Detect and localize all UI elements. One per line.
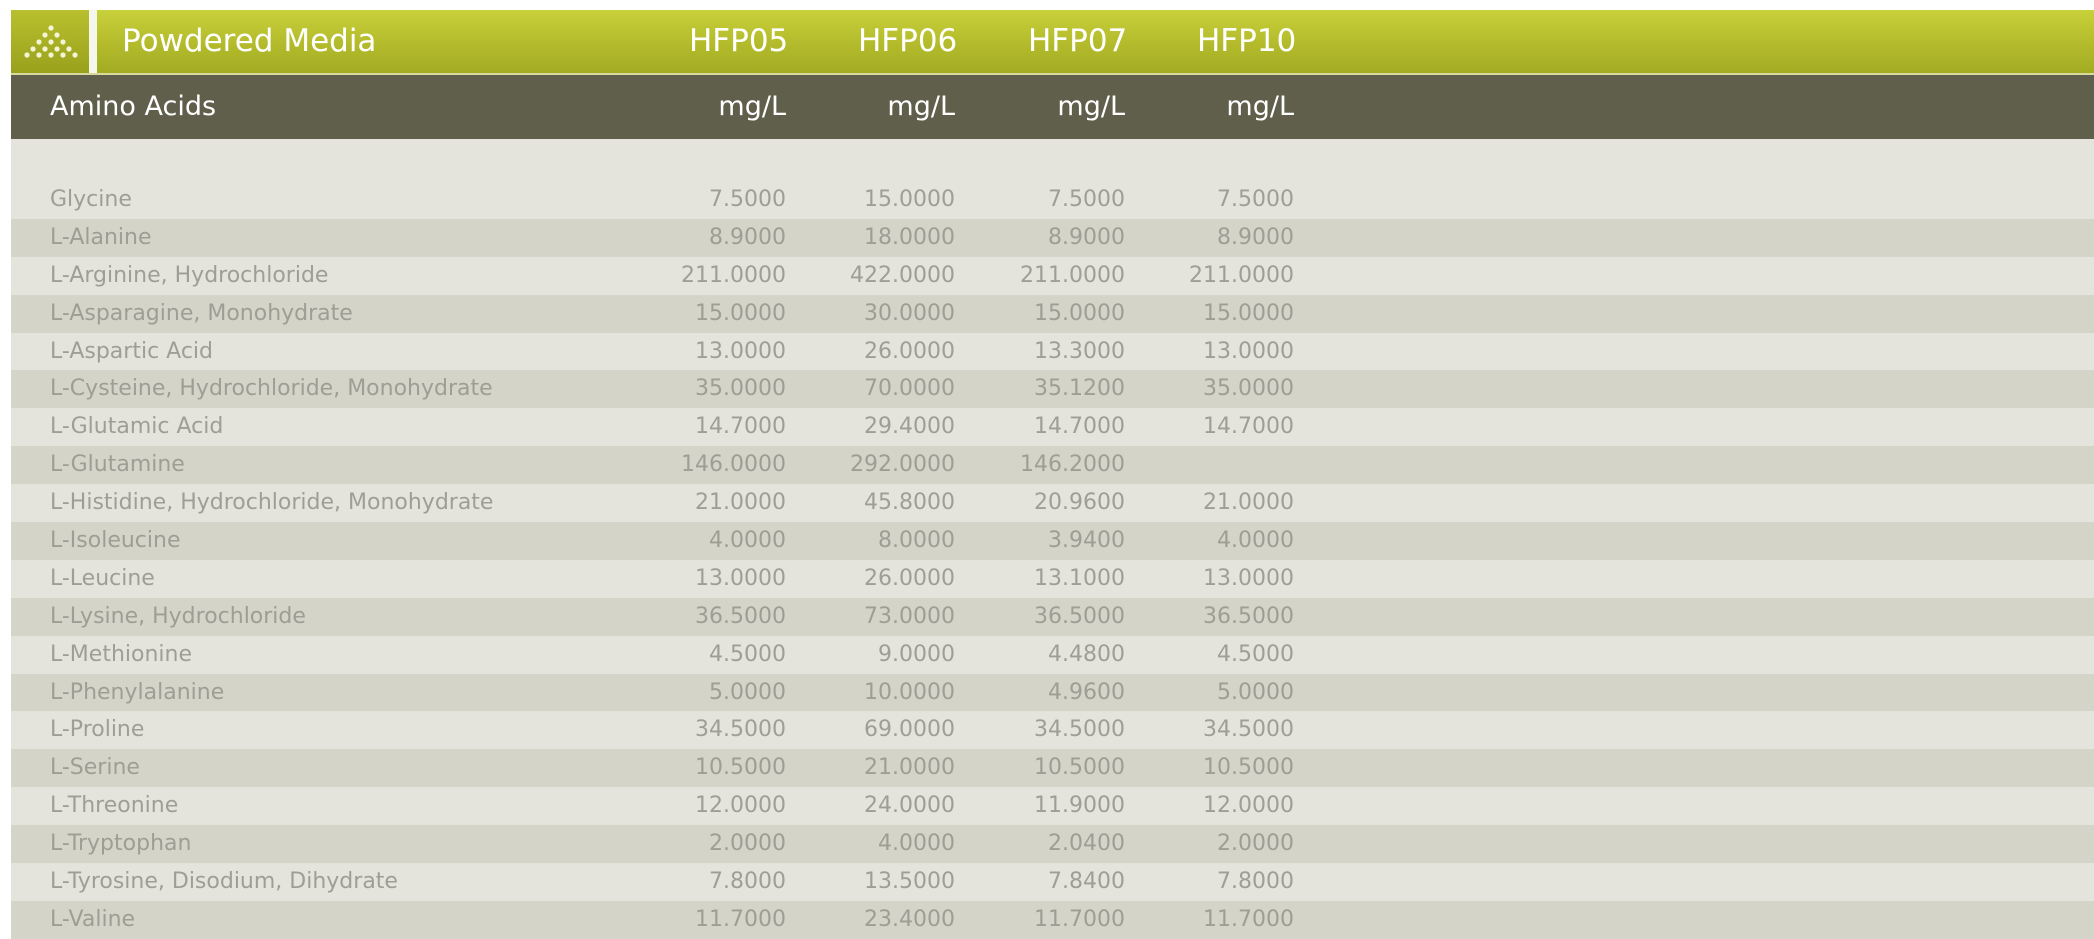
concentration-value: 13.1000 [1034,565,1125,591]
concentration-value: 7.8000 [1217,869,1294,895]
amino-acid-name: L-Asparagine, Monohydrate [50,300,353,326]
concentration-value: 4.5000 [709,641,786,667]
media-table-panel [11,10,2094,935]
table-row [11,484,2094,522]
concentration-value: 20.9600 [1034,490,1125,516]
concentration-value: 34.5000 [1203,717,1294,743]
section-title: Amino Acids [50,91,217,122]
concentration-value: 21.0000 [695,490,786,516]
table-row [11,181,2094,219]
column-header-hfp06: HFP06 [858,23,958,59]
amino-acid-name: L-Methionine [50,641,193,667]
concentration-value: 35.0000 [695,376,786,402]
concentration-value: 34.5000 [695,717,786,743]
concentration-value: 8.9000 [709,224,786,250]
amino-acid-name: L-Alanine [50,224,152,250]
concentration-value: 24.0000 [864,793,955,819]
table-row [11,408,2094,446]
amino-acid-name: L-Isoleucine [50,528,181,554]
concentration-value: 13.0000 [695,565,786,591]
concentration-value: 23.4000 [864,906,955,932]
concentration-value: 7.8000 [709,869,786,895]
amino-acid-name: L-Lysine, Hydrochloride [50,603,306,629]
concentration-value: 292.0000 [850,452,955,478]
concentration-value: 7.5000 [1048,187,1125,212]
header-bar [11,10,2094,73]
concentration-value: 8.0000 [878,528,955,554]
concentration-value: 15.0000 [1203,300,1294,326]
concentration-value: 10.5000 [695,755,786,781]
amino-acid-name: L-Threonine [50,793,179,819]
amino-acid-name: L-Arginine, Hydrochloride [50,262,329,288]
concentration-value: 15.0000 [695,300,786,326]
concentration-value: 13.0000 [1203,565,1294,591]
amino-acid-name: L-Cysteine, Hydrochloride, Monohydrate [50,376,493,402]
amino-acid-name: L-Leucine [50,565,155,591]
table-row [11,636,2094,674]
amino-acid-name: L-Glutamine [50,452,185,478]
concentration-value: 7.5000 [1217,187,1294,212]
concentration-value: 2.0000 [1217,831,1294,857]
concentration-value: 146.2000 [1020,452,1125,478]
concentration-value: 13.0000 [1203,338,1294,364]
concentration-value: 13.5000 [864,869,955,895]
concentration-value: 5.0000 [709,679,786,705]
concentration-value: 73.0000 [864,603,955,629]
concentration-value: 12.0000 [695,793,786,819]
concentration-value: 13.3000 [1034,338,1125,364]
unit-label-hfp07: mg/L [1057,91,1125,122]
column-header-hfp07: HFP07 [1028,23,1128,59]
concentration-value: 35.0000 [1203,376,1294,402]
concentration-value: 12.0000 [1203,793,1294,819]
concentration-value: 8.9000 [1217,224,1294,250]
table-row [11,446,2094,484]
concentration-value: 10.5000 [1203,755,1294,781]
concentration-value: 10.5000 [1034,755,1125,781]
logo [11,10,89,73]
table-row [11,825,2094,863]
concentration-value: 26.0000 [864,565,955,591]
amino-acid-name: L-Serine [50,755,140,781]
concentration-value: 36.5000 [1203,603,1294,629]
concentration-value: 4.5000 [1217,641,1294,667]
table-row [11,863,2094,901]
concentration-value: 21.0000 [1203,490,1294,516]
amino-acid-name: L-Valine [50,906,136,932]
amino-acid-name: L-Proline [50,717,145,743]
concentration-value: 8.9000 [1048,224,1125,250]
concentration-value: 36.5000 [695,603,786,629]
table-row [11,370,2094,408]
concentration-value: 14.7000 [1203,414,1294,440]
concentration-value: 4.4800 [1048,641,1125,667]
amino-acid-name: L-Tryptophan [50,831,192,857]
amino-acid-name: L-Phenylalanine [50,679,225,705]
concentration-value: 422.0000 [850,262,955,288]
table-row [11,901,2094,939]
concentration-value: 21.0000 [864,755,955,781]
unit-label-hfp05: mg/L [718,91,786,122]
unit-label-hfp06: mg/L [887,91,955,122]
table-row [11,749,2094,787]
concentration-value: 4.0000 [709,528,786,554]
concentration-value: 13.0000 [695,338,786,364]
concentration-value: 29.4000 [864,414,955,440]
concentration-value: 15.0000 [864,187,955,212]
concentration-value: 211.0000 [681,262,786,288]
amino-acid-name: L-Glutamic Acid [50,414,224,440]
table-row [11,560,2094,598]
concentration-value: 11.9000 [1034,793,1125,819]
concentration-value: 36.5000 [1034,603,1125,629]
concentration-value: 18.0000 [864,224,955,250]
dot-pyramid-icon [24,24,78,58]
column-header-hfp05: HFP05 [689,23,789,59]
amino-acid-name: Glycine [50,187,132,212]
table-row [11,787,2094,825]
table-rows [11,181,2094,939]
concentration-value [1134,446,1294,484]
concentration-value: 4.0000 [1217,528,1294,554]
concentration-value: 2.0400 [1048,831,1125,857]
concentration-value: 14.7000 [695,414,786,440]
concentration-value: 4.9600 [1048,679,1125,705]
table-row [11,295,2094,333]
table-row [11,219,2094,257]
table-row [11,674,2094,712]
table-row [11,711,2094,749]
table-body [11,139,2094,935]
concentration-value: 211.0000 [1020,262,1125,288]
concentration-value: 2.0000 [709,831,786,857]
concentration-value: 11.7000 [695,906,786,932]
concentration-value: 7.8400 [1048,869,1125,895]
concentration-value: 11.7000 [1203,906,1294,932]
amino-acid-name: L-Tyrosine, Disodium, Dihydrate [50,869,398,895]
concentration-value: 10.0000 [864,679,955,705]
concentration-value: 35.1200 [1034,376,1125,402]
concentration-value: 69.0000 [864,717,955,743]
concentration-value: 211.0000 [1189,262,1294,288]
concentration-value: 11.7000 [1034,906,1125,932]
concentration-value: 14.7000 [1034,414,1125,440]
section-header-bar [11,75,2094,139]
concentration-value: 3.9400 [1048,528,1125,554]
table-row [11,522,2094,560]
concentration-value: 146.0000 [681,452,786,478]
concentration-value: 45.8000 [864,490,955,516]
concentration-value: 4.0000 [878,831,955,857]
amino-acid-name: L-Histidine, Hydrochloride, Monohydrate [50,490,494,516]
logo-divider [89,10,97,73]
concentration-value: 9.0000 [878,641,955,667]
page-title: Powdered Media [122,23,377,59]
concentration-value: 34.5000 [1034,717,1125,743]
concentration-value: 15.0000 [1034,300,1125,326]
concentration-value: 26.0000 [864,338,955,364]
concentration-value: 7.5000 [709,187,786,212]
table-row [11,598,2094,636]
column-header-hfp10: HFP10 [1197,23,1297,59]
amino-acid-name: L-Aspartic Acid [50,338,213,364]
concentration-value: 30.0000 [864,300,955,326]
table-row [11,257,2094,295]
concentration-value: 5.0000 [1217,679,1294,705]
unit-label-hfp10: mg/L [1226,91,1294,122]
concentration-value: 70.0000 [864,376,955,402]
table-row [11,333,2094,371]
